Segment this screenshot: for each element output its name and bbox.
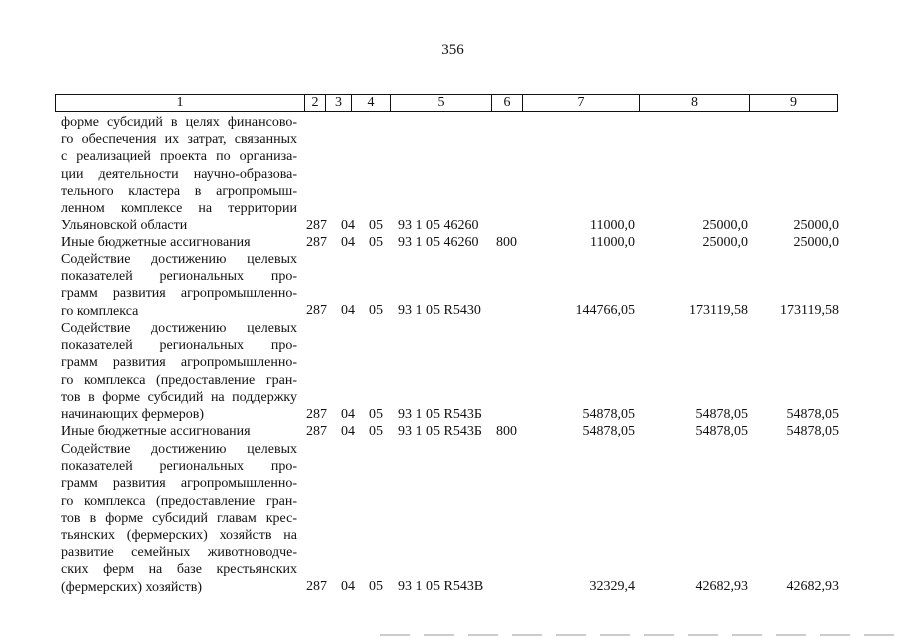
cell-amount-8: 54878,05 [695,424,748,439]
cell-subsection: 05 [369,218,383,233]
cell-amount-7: 54878,05 [582,407,635,422]
cell-amount-7: 11000,0 [590,218,635,233]
desc-line: тьянских (фермерских) хозяйств на [61,528,297,544]
cell-amount-9: 54878,05 [786,424,839,439]
desc-line: грамм развития агропромышленно- [61,476,297,492]
cell-section: 04 [341,218,355,233]
row-description [61,251,297,320]
table-header [55,94,838,112]
row-description [61,114,297,234]
cell-subsection: 05 [369,235,383,250]
desc-line: тельного кластера в агропромыш- [61,183,297,199]
desc-line: Содействие достижению целевых [61,321,297,336]
cell-amount-7: 54878,05 [582,424,635,439]
cell-ministry: 287 [306,218,327,233]
desc-line: го комплекса (предоставление гран- [61,372,297,388]
cell-amount-9: 42682,93 [786,579,839,594]
header-col-6: 6 [503,95,511,110]
header-col-3: 3 [335,95,342,110]
desc-line: ских ферм на базе крестьянских [61,562,297,578]
desc-line: форме субсидий в целях финансово- [61,115,297,130]
cell-amount-9: 25000,0 [793,218,839,233]
header-col-7: 7 [577,95,585,110]
desc-line: начинающих фермеров) [61,407,205,423]
desc-line: показателей региональных про- [61,459,297,475]
cell-ministry: 287 [306,579,327,594]
desc-line: ленном комплексе на территории [61,201,297,217]
desc-line: го обеспечения их затрат, связанных [61,132,297,148]
header-col-4: 4 [367,95,375,110]
cell-target-code: 93 1 05 R543В [398,579,484,594]
desc-line: ции деятельности научно-образова- [61,166,297,182]
cell-target-code: 93 1 05 R543Б [398,407,482,422]
cell-target-code: 93 1 05 46260 [398,218,479,233]
cell-amount-8: 54878,05 [695,407,748,422]
desc-line: Ульяновской области [61,218,188,234]
desc-line: грамм развития агропромышленно- [61,355,297,371]
cell-section: 04 [341,407,355,422]
desc-line: тов в форме субсидий главам крес- [61,510,297,526]
desc-line: Содействие достижению целевых [61,252,297,267]
page-number: 356 [441,42,464,58]
header-col-2: 2 [311,95,319,110]
desc-line: Иные бюджетные ассигнования [61,424,251,439]
desc-line: показателей региональных про- [61,338,297,354]
row-description [61,441,297,596]
cell-amount-9: 173119,58 [780,303,839,318]
row-description [61,423,297,440]
header-col-8: 8 [691,95,698,110]
cell-amount-7: 11000,0 [590,235,635,250]
cell-amount-7: 32329,4 [589,579,635,594]
header-col-9: 9 [790,95,797,110]
desc-line: грамм развития агропромышленно- [61,286,297,302]
cell-ministry: 287 [306,407,327,422]
header-col-1: 1 [176,95,184,110]
cell-amount-9: 54878,05 [786,407,839,422]
cell-ministry: 287 [306,303,327,318]
cell-subsection: 05 [369,303,383,318]
cell-target-code: 93 1 05 R5430 [398,303,481,318]
desc-line: развитие семейных животноводче- [61,545,297,561]
cell-ministry: 287 [306,235,327,250]
cell-amount-8: 25000,0 [702,235,748,250]
cell-target-code: 93 1 05 46260 [398,235,479,250]
cell-amount-8: 25000,0 [702,218,748,233]
cell-expense-type: 800 [496,235,517,250]
cell-amount-7: 144766,05 [575,303,635,318]
desc-line: с реализацией проекта по организа- [61,149,297,165]
desc-line: (фермерских) хозяйств) [61,579,203,595]
cell-amount-8: 173119,58 [689,303,748,318]
cell-section: 04 [341,303,355,318]
cell-section: 04 [341,424,355,439]
cell-amount-8: 42682,93 [695,579,748,594]
desc-line: тов в форме субсидий на поддержку [61,389,297,405]
scan-artifact [380,634,900,636]
desc-line: Содействие достижению целевых [61,442,297,457]
desc-line: го комплекса (предоставление гран- [61,493,297,509]
cell-subsection: 05 [369,424,383,439]
cell-subsection: 05 [369,407,383,422]
row-description [61,234,297,251]
desc-line: го комплекса [61,303,139,319]
desc-line: Иные бюджетные ассигнования [61,235,251,250]
header-col-5: 5 [437,95,445,110]
cell-section: 04 [341,579,355,594]
cell-expense-type: 800 [496,424,517,439]
cell-target-code: 93 1 05 R543Б [398,424,482,439]
desc-line: показателей региональных про- [61,269,297,285]
row-description [61,320,297,423]
cell-subsection: 05 [369,579,383,594]
cell-amount-9: 25000,0 [793,235,839,250]
cell-ministry: 287 [306,424,327,439]
cell-section: 04 [341,235,355,250]
